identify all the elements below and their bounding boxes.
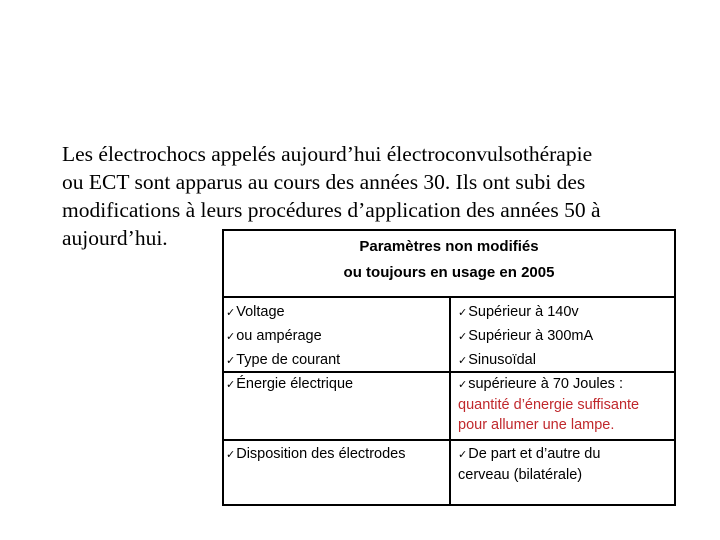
table-cell [224, 371, 451, 439]
paragraph-line: Les électrochocs appelés aujourd’hui électroconvulsothérapie [62, 142, 593, 166]
cell-text: supérieure à 70 Joules : [468, 376, 623, 392]
check-icon: ✓ [226, 307, 236, 319]
cell-text: cerveau (bilatérale) [458, 467, 583, 483]
cell-text: De part et d’autre du [468, 446, 601, 462]
paragraph-line: ou ECT sont apparus au cours des années 30. Ils ont subi des [62, 170, 586, 194]
check-icon: ✓ [226, 355, 236, 367]
table-cell [453, 298, 674, 371]
cell-text: Disposition des électrodes [236, 446, 406, 462]
table-row [224, 441, 674, 504]
table-row [224, 371, 674, 441]
cell-text: Sinusoïdal [468, 352, 536, 368]
table-cell [453, 371, 674, 439]
parameters-table [222, 229, 676, 506]
cell-text: Supérieur à 300mA [468, 328, 594, 344]
energy-note: quantité d’énergie suffisante [458, 397, 640, 413]
cell-text: Voltage [236, 304, 285, 320]
energy-note: pour allumer une lampe. [458, 417, 615, 433]
table-cell [453, 441, 674, 504]
header-line: Paramètres non modifiés [359, 238, 539, 255]
check-icon: ✓ [226, 331, 236, 343]
paragraph-line: modifications à leurs procédures d’application des années 50 à [62, 198, 601, 222]
check-icon: ✓ [226, 379, 236, 391]
table-header [224, 231, 674, 298]
cell-text: ou ampérage [236, 328, 322, 344]
cell-text: Type de courant [236, 352, 341, 368]
table-row [224, 298, 674, 373]
table-cell [224, 441, 451, 504]
check-icon: ✓ [458, 307, 468, 319]
check-icon: ✓ [458, 331, 468, 343]
check-icon: ✓ [458, 449, 468, 461]
cell-text: Supérieur à 140v [468, 304, 579, 320]
paragraph-line: aujourd’hui. [62, 226, 168, 250]
table-cell [224, 298, 451, 371]
cell-text: Énergie électrique [236, 376, 354, 392]
check-icon: ✓ [458, 355, 468, 367]
check-icon: ✓ [226, 449, 236, 461]
check-icon: ✓ [458, 379, 468, 391]
header-line: ou toujours en usage en 2005 [343, 264, 555, 281]
